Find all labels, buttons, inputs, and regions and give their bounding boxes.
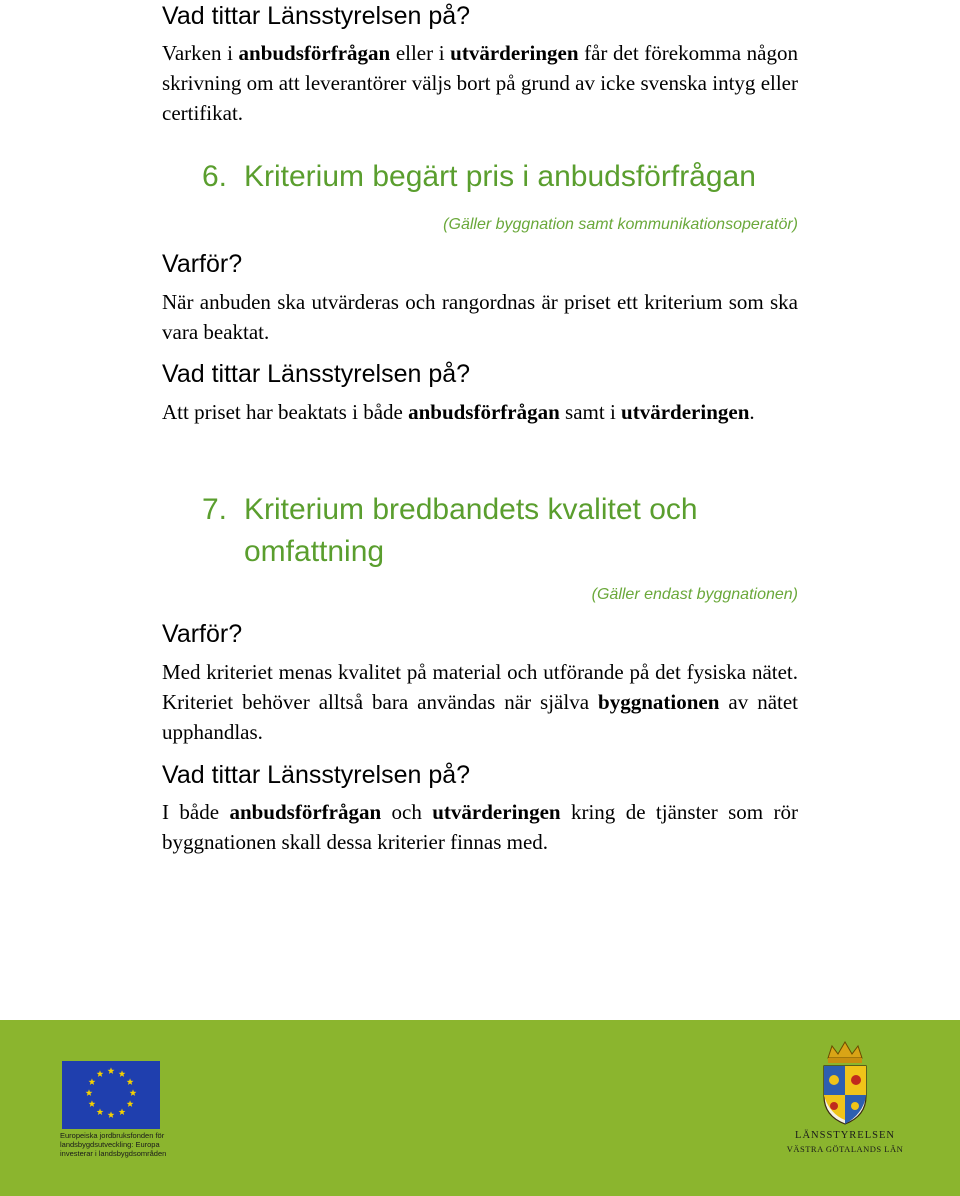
authority-region: VÄSTRA GÖTALANDS LÄN [786, 1144, 904, 1154]
eu-star-icon [89, 1100, 96, 1107]
eu-star-icon [86, 1089, 93, 1096]
section-7-what-text: I både anbudsförfrågan och utvärderingen kring de tjänster som rör byggnationen skall dessa kriterier finnas med. [162, 800, 799, 854]
eu-star-icon [119, 1070, 126, 1077]
heading-why-7: Varför? [162, 620, 243, 648]
heading-why-6: Varför? [162, 250, 243, 278]
authority-name: LÄNSSTYRELSEN [795, 1130, 895, 1141]
section-7-why-text: Med kriteriet menas kvalitet på material och utförande på det fysiska nätet. Kriteriet behöver alltså bara användas när själva byggnationen av nätet upphandlas. [162, 660, 798, 744]
section-7-scope: (Gäller endast byggnationen) [591, 586, 798, 603]
eu-fund-caption: Europeiska jordbruksfonden för landsbygdsutveckling: Europa investerar i landsbygdsområden [60, 1131, 167, 1158]
eu-star-icon [108, 1067, 115, 1074]
heading-what-6: Vad tittar Länsstyrelsen på? [162, 360, 471, 388]
eu-star-icon [119, 1108, 126, 1115]
eu-flag-icon [62, 1061, 160, 1129]
eu-star-icon [97, 1108, 104, 1115]
section-6-scope: (Gäller byggnation samt kommunikationsoperatör) [443, 216, 798, 233]
section-6-why-text: När anbuden ska utvärderas och rangordnas är priset ett kriterium som ska vara beaktat. [162, 290, 798, 344]
eu-star-icon [108, 1111, 115, 1118]
heading-what-1: Vad tittar Länsstyrelsen på? [162, 2, 471, 30]
eu-star-icon [127, 1100, 134, 1107]
coat-of-arms-icon [818, 1040, 872, 1126]
section-6-title: 6. Kriterium begärt pris i anbudsförfrågan [202, 160, 756, 193]
eu-star-icon [89, 1078, 96, 1085]
eu-star-icon [97, 1070, 104, 1077]
heading-what-7: Vad tittar Länsstyrelsen på? [162, 761, 471, 789]
paragraph-certificates: Varken i anbudsförfrågan eller i utvärderingen får det förekomma någon skrivning om att leverantörer väljs bort på grund av icke svenska intyg eller certifikat. [162, 41, 798, 125]
eu-star-icon [130, 1089, 137, 1096]
section-7-title: 7. Kriterium bredbandets kvalitet och omfattning [202, 493, 698, 568]
eu-stars-icon [62, 1061, 160, 1129]
eu-star-icon [127, 1078, 134, 1085]
section-6-what-text: Att priset har beaktats i både anbudsförfrågan samt i utvärderingen. [162, 400, 755, 424]
